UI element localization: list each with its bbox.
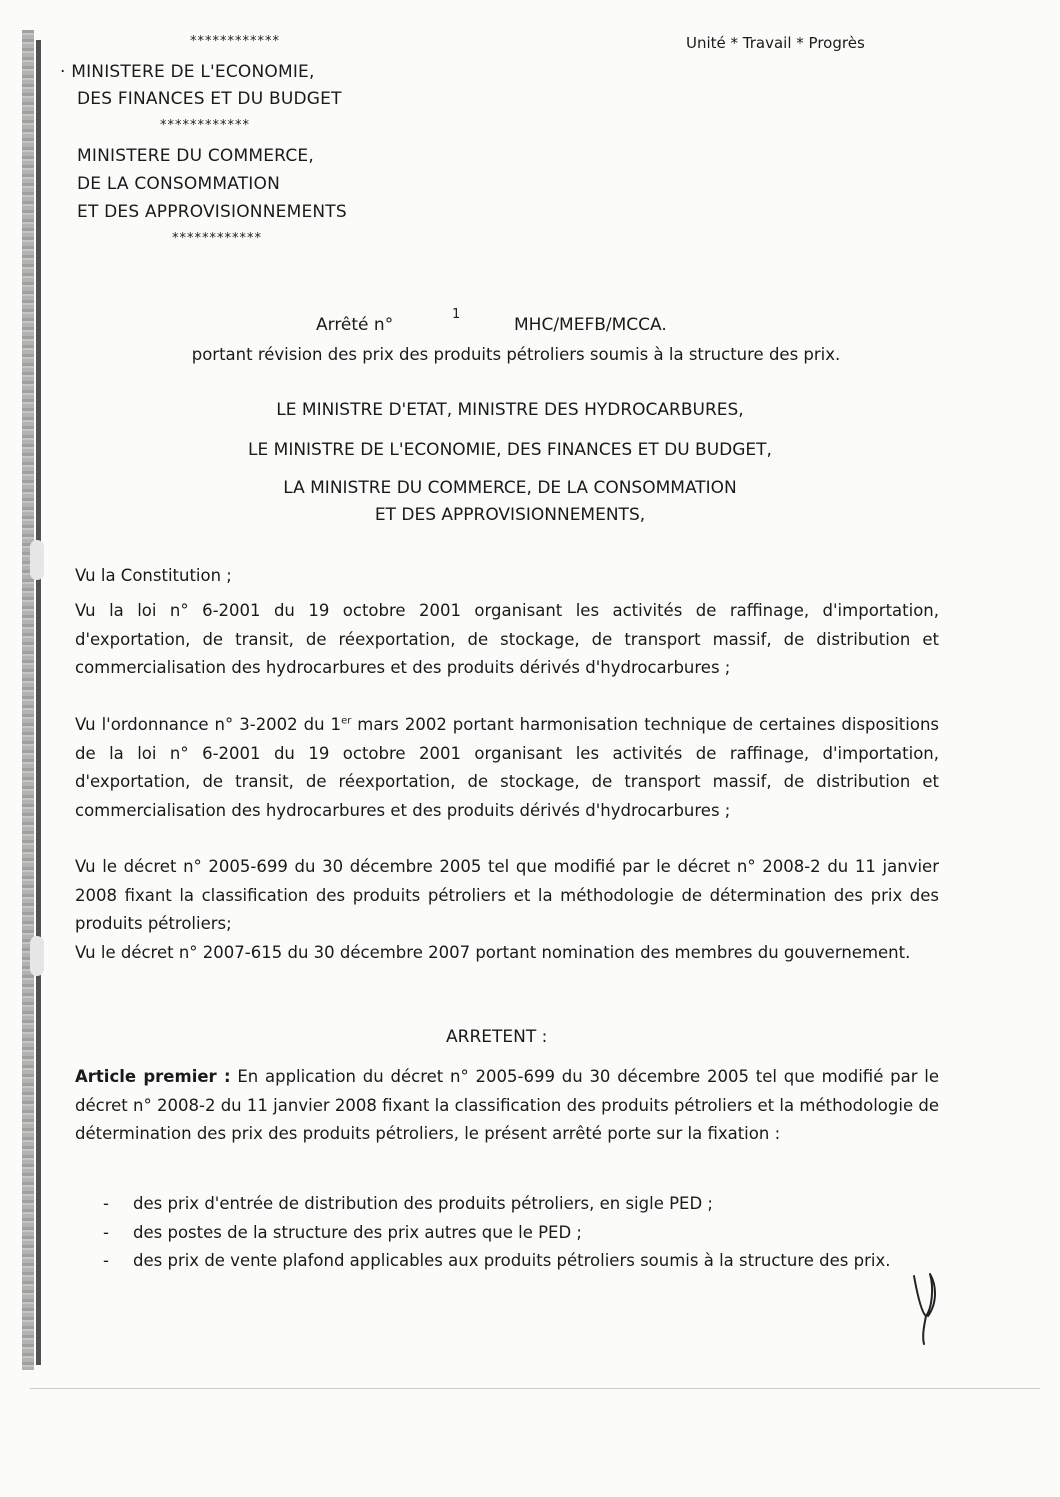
- vu-ordonnance-3-2002: Vu l'ordonnance n° 3-2002 du 1er mars 2002 portant harmonisation technique de certaines dispositions de la loi n° 6-2001 du 19 octobre 2001 organisant les activités de raffinage, d'importation, d'exportation, de transit, de réexportation, de stockage, de transport massif, de distribution et commercialisation des hydrocarbures et des produits dérivés d'hydrocarbures ;: [75, 715, 939, 820]
- ministry-commerce-line3: ET DES APPROVISIONNEMENTS: [77, 202, 347, 222]
- handwritten-initials: [908, 1268, 948, 1346]
- arretent-heading: ARRETENT :: [446, 1027, 548, 1047]
- list-item: - des prix d'entrée de distribution des produits pétroliers, en sigle PED ;: [75, 1190, 939, 1219]
- ministry-economy-line2: DES FINANCES ET DU BUDGET: [77, 89, 342, 109]
- scan-binding-edge: [22, 30, 34, 1370]
- minister-commerce-line2: ET DES APPROVISIONNEMENTS,: [374, 505, 646, 525]
- vu-constitution: Vu la Constitution ;: [75, 566, 232, 585]
- ministry-commerce-line2: DE LA CONSOMMATION: [77, 174, 281, 194]
- article-premier-text: En application du décret n° 2005-699 du 30 décembre 2005 tel que modifié par le décret n° 2008-2 du 11 janvier 2008 fixant la classification des produits pétroliers et la méthodologie de détermination des prix des produits pétroliers, le présent arrêté porte sur la fixation :: [75, 1067, 940, 1143]
- vu-loi-6-2001: Vu la loi n° 6-2001 du 19 octobre 2001 organisant les activités de raffinage, d'importation, d'exportation, de transit, de réexportation, de stockage, de transport massif, de distribution et commercialisation des hydrocarbures et des produits dérivés d'hydrocarbures ;: [75, 601, 939, 677]
- decree-reference: MHC/MEFB/MCCA.: [514, 315, 667, 335]
- national-motto: Unité * Travail * Progrès: [686, 34, 865, 52]
- article-premier: [75, 1063, 939, 1149]
- vu-decret-2005-699: Vu le décret n° 2005-699 du 30 décembre 2005 tel que modifié par le décret n° 2008-2 du 11 janvier 2008 fixant la classification des produits pétroliers et la méthodologie de détermination des prix des produits pétroliers;: [75, 857, 939, 933]
- minister-economy: LE MINISTRE DE L'ECONOMIE, DES FINANCES ET DU BUDGET,: [248, 440, 772, 460]
- stars-top: ************: [190, 34, 280, 49]
- article-premier-label: Article premier :: [75, 1067, 231, 1086]
- punch-hole: [30, 540, 44, 580]
- article-premier-list: [75, 1190, 939, 1276]
- bullet-mark: ·: [60, 62, 72, 82]
- ministry-economy-line1: · MINISTERE DE L'ECONOMIE,: [60, 62, 315, 82]
- vu-decret-2007-615: Vu le décret n° 2007-615 du 30 décembre 2007 portant nomination des membres du gouvernement.: [75, 943, 911, 962]
- stars-mid: ************: [160, 118, 250, 133]
- decree-number: 1: [452, 307, 461, 322]
- minister-hydrocarbons: LE MINISTRE D'ETAT, MINISTRE DES HYDROCARBURES,: [276, 400, 744, 420]
- stars-bottom: ************: [172, 231, 262, 246]
- scan-binding-line: [36, 40, 41, 1365]
- decree-label: Arrêté n°: [316, 315, 394, 335]
- list-item: - des prix de vente plafond applicables aux produits pétroliers soumis à la structure des prix.: [75, 1247, 939, 1276]
- punch-hole: [30, 936, 44, 976]
- minister-commerce-line1: LA MINISTRE DU COMMERCE, DE LA CONSOMMATION: [283, 478, 737, 498]
- page-bottom-rule: [30, 1388, 1040, 1389]
- decree-subject: portant révision des prix des produits pétroliers soumis à la structure des prix.: [191, 345, 841, 364]
- list-item: - des postes de la structure des prix autres que le PED ;: [75, 1219, 939, 1248]
- ministry-commerce-line1: MINISTERE DU COMMERCE,: [77, 146, 314, 166]
